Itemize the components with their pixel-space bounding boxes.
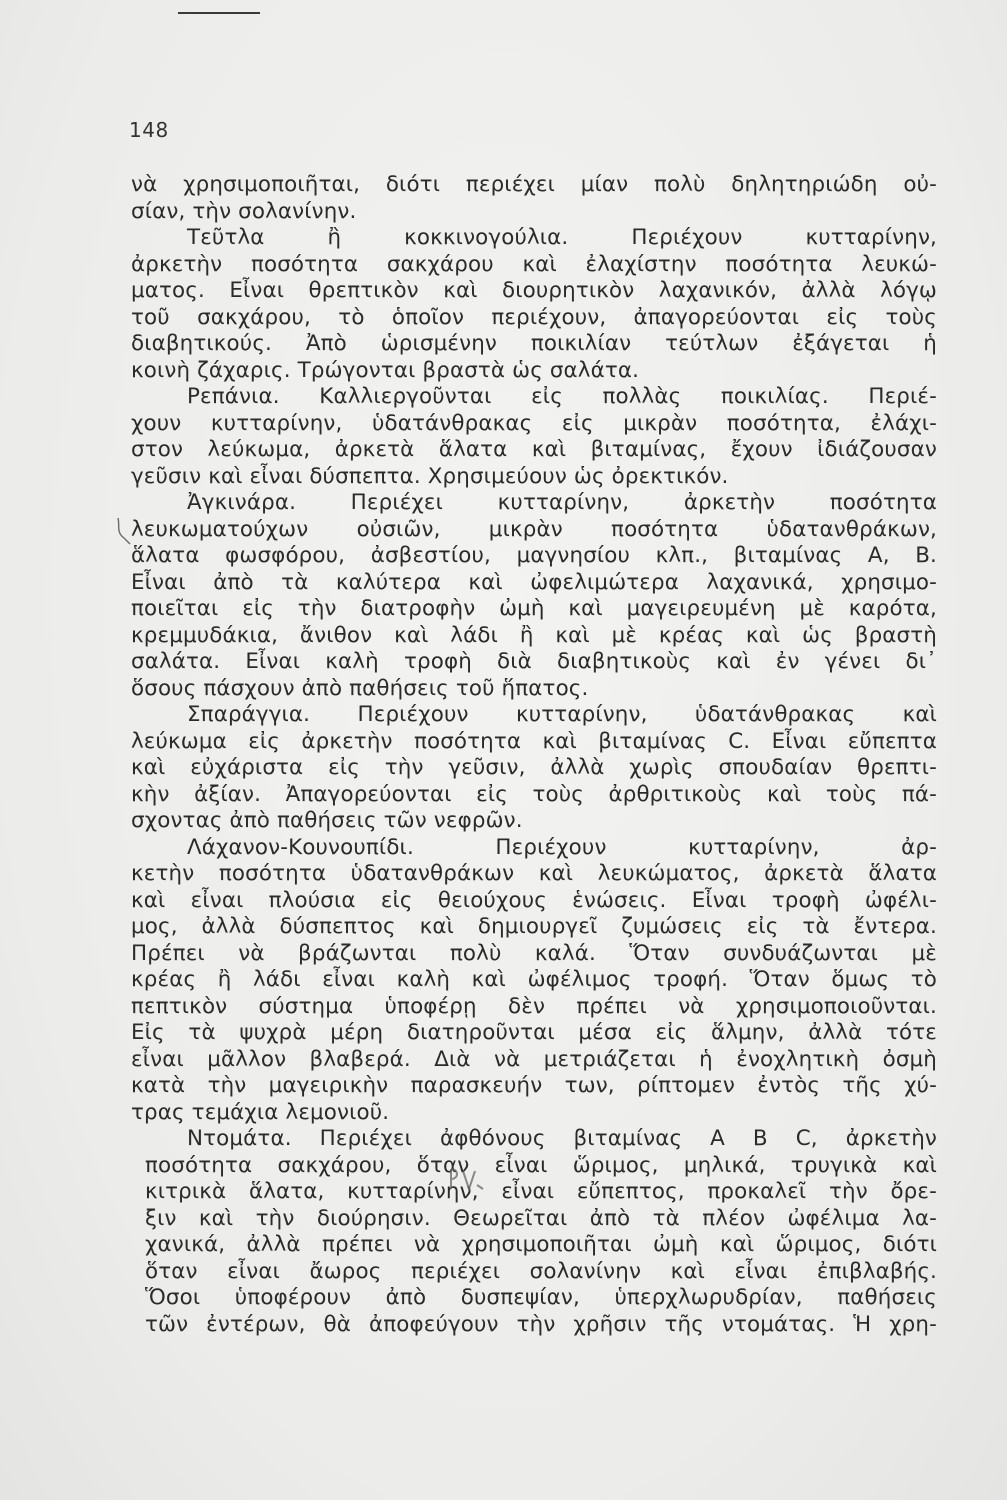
text-line: ποιεῖται εἰς τὴν διατροφὴν ὠμὴ καὶ μαγειρευμένη μὲ καρότα,	[131, 596, 937, 621]
text-line: διαβητικούς. Ἀπὸ ὡρισμένην ποικιλίαν τεύτλων ἐξάγεται ἡ	[131, 331, 937, 356]
text-line: ματος. Εἶναι θρεπτικὸν καὶ διουρητικὸν λαχανικόν, ἀλλὰ λόγῳ	[131, 278, 937, 303]
text-line: ἀρκετὴν ποσότητα σακχάρου καὶ ἐλαχίστην ποσότητα λευκώ-	[131, 251, 937, 277]
text-line: σχοντας ἀπὸ παθήσεις τῶν νεφρῶν.	[131, 808, 523, 833]
text-line: λευκωματούχων οὐσιῶν, μικρὰν ποσότητα ὑδατανθράκων,	[131, 516, 937, 542]
pencil-mark-icon	[112, 516, 134, 546]
text-line: τῶν ἐντέρων, θὰ ἀποφεύγουν τὴν χρῆσιν τῆς ντομάτας. Ἡ χρη-	[145, 1311, 937, 1337]
text-line: νὰ χρησιμοποιῆται, διότι περιέχει μίαν πολὺ δηλητηριώδη οὐ-	[131, 172, 937, 197]
text-line: καὶ εὐχάριστα εἰς τὴν γεῦσιν, ἀλλὰ χωρὶς σπουδαίαν θρεπτι-	[131, 755, 937, 780]
text-line: Τεῦτλα ἢ κοκκινογούλια. Περιέχουν κυτταρίνην,	[187, 225, 937, 250]
text-line: μος, ἀλλὰ δύσπεπτος καὶ δημιουργεῖ ζυμώσεις εἰς τὰ ἔντερα.	[131, 914, 937, 939]
text-line: κὴν ἀξίαν. Ἀπαγορεύονται εἰς τοὺς ἀρθριτικοὺς καὶ τοὺς πά-	[131, 781, 937, 807]
text-line: Πρέπει νὰ βράζωνται πολὺ καλά. Ὅταν συνδυάζωνται μὲ	[131, 940, 937, 966]
text-line: σαλάτα. Εἶναι καλὴ τροφὴ διὰ διαβητικοὺς καὶ ἐν γένει δι᾽	[131, 649, 937, 674]
text-line: κετὴν ποσότητα ὑδατανθράκων καὶ λευκώματος, ἀρκετὰ ἅλατα	[131, 861, 937, 886]
text-line: κοινὴ ζάχαρις. Τρώγονται βραστὰ ὡς σαλάτα.	[131, 357, 640, 383]
text-line: πεπτικὸν σύστημα ὑποφέρῃ δὲν πρέπει νὰ χρησιμοποιοῦνται.	[131, 993, 937, 1019]
text-line: τοῦ σακχάρου, τὸ ὁποῖον περιέχουν, ἀπαγορεύονται εἰς τοὺς	[131, 304, 937, 330]
text-line: ξιν καὶ τὴν διούρησιν. Θεωρεῖται ἀπὸ τὰ πλέον ὠφέλιμα λα-	[145, 1205, 937, 1231]
text-line: κατὰ τὴν μαγειρικὴν παρασκευήν των, ρίπτομεν ἐντὸς τῆς χύ-	[131, 1073, 937, 1098]
page-number: 148	[129, 118, 169, 142]
text-line: χανικά, ἀλλὰ πρέπει νὰ χρησιμοποιῆται ὠμὴ καὶ ὥριμος, διότι	[145, 1232, 937, 1257]
text-line: ἅλατα φωσφόρου, ἀσβεστίου, μαγνησίου κλπ., βιταμίνας Α, Β.	[131, 543, 937, 568]
text-line: τρας τεμάχια λεμονιοῦ.	[131, 1099, 390, 1125]
body-text	[131, 172, 937, 1338]
top-rule-divider	[178, 12, 260, 14]
text-line: Εἶναι ἀπὸ τὰ καλύτερα καὶ ὠφελιμώτερα λαχανικά, χρησιμο-	[131, 569, 937, 595]
text-line: καὶ εἶναι πλούσια εἰς θειούχους ἑνώσεις. Εἶναι τροφὴ ὠφέλι-	[131, 887, 937, 913]
text-line: Ἀγκινάρα. Περιέχει κυτταρίνην, ἀρκετὴν ποσότητα	[187, 490, 937, 515]
text-line: χουν κυτταρίνην, ὑδατάνθρακας εἰς μικρὰν ποσότητα, ἐλάχι-	[131, 410, 937, 436]
text-line: εἶναι μᾶλλον βλαβερά. Διὰ νὰ μετριάζεται ἡ ἐνοχλητικὴ ὀσμὴ	[131, 1046, 937, 1072]
text-line: ὅσους πάσχουν ἀπὸ παθήσεις τοῦ ἥπατος.	[131, 675, 589, 701]
text-line: Ὅσοι ὑποφέρουν ἀπὸ δυσπεψίαν, ὑπερχλωρυδρίαν, παθήσεις	[145, 1285, 937, 1310]
text-line: Σπαράγγια. Περιέχουν κυτταρίνην, ὑδατάνθρακας καὶ	[187, 702, 937, 727]
text-line: στον λεύκωμα, ἀρκετὰ ἅλατα καὶ βιταμίνας, ἔχουν ἰδιάζουσαν	[131, 437, 937, 462]
text-line: Ρεπάνια. Καλλιεργοῦνται εἰς πολλὰς ποικιλίας. Περιέ-	[187, 384, 937, 409]
text-line: Ντομάτα. Περιέχει ἀφθόνους βιταμίνας Α Β C, ἀρκετὴν	[187, 1126, 937, 1151]
text-line: γεῦσιν καὶ εἶναι δύσπεπτα. Χρησιμεύουν ὡς ὀρεκτικόν.	[131, 463, 729, 489]
text-line: Λάχανον-Κουνουπίδι. Περιέχουν κυτταρίνην, ἀρ-	[187, 834, 937, 860]
ink-stamp-icon	[445, 1165, 485, 1193]
text-line: κιτρικὰ ἅλατα, κυτταρίνην, εἶναι εὔπεπτος, προκαλεῖ τὴν ὄρε-	[145, 1179, 937, 1204]
text-line: κρέας ἢ λάδι εἶναι καλὴ καὶ ὠφέλιμος τροφή. Ὅταν ὅμως τὸ	[131, 967, 937, 992]
text-line: ποσότητα σακχάρου, ὅταν εἶναι ὥριμος, μηλικά, τρυγικὰ καὶ	[145, 1152, 937, 1178]
text-line: ὅταν εἶναι ἄωρος περιέχει σολανίνην καὶ εἶναι ἐπιβλαβής.	[145, 1258, 937, 1284]
text-line: σίαν, τὴν σολανίνην.	[131, 198, 357, 224]
text-line: Εἰς τὰ ψυχρὰ μέρη διατηροῦνται μέσα εἰς ἅλμην, ἀλλὰ τότε	[131, 1020, 937, 1045]
text-line: κρεμμυδάκια, ἄνιθον καὶ λάδι ἢ καὶ μὲ κρέας καὶ ὡς βραστὴ	[131, 622, 937, 648]
text-line: λεύκωμα εἰς ἀρκετὴν ποσότητα καὶ βιταμίνας C. Εἶναι εὔπεπτα	[131, 728, 937, 754]
